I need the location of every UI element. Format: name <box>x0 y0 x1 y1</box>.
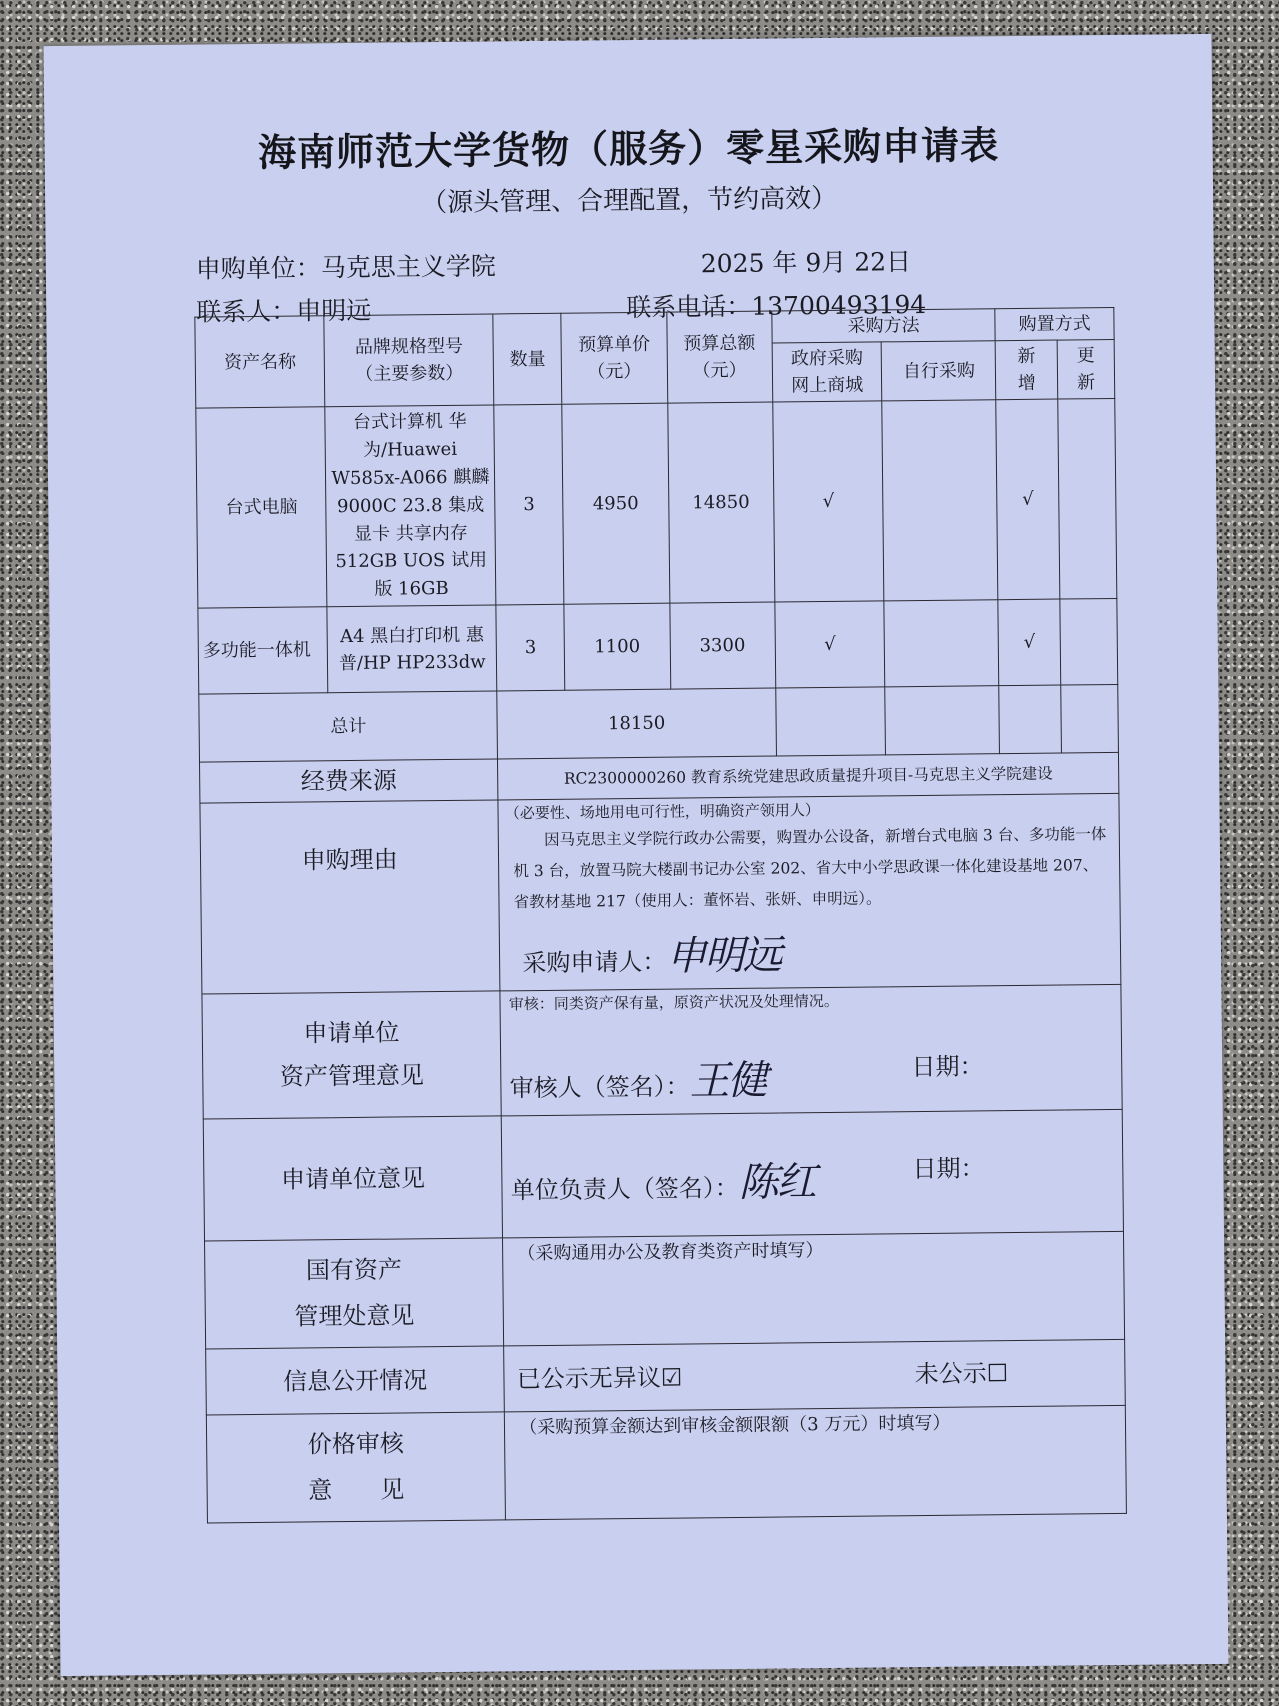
leader-signature: 陈红 <box>738 1158 815 1206</box>
date-row <box>701 242 912 280</box>
header-unit-price <box>561 312 667 404</box>
state-asset-note: （采购通用办公及教育类资产时填写） <box>503 1232 1125 1346</box>
item-self-check <box>884 600 999 687</box>
total-row <box>199 685 1119 763</box>
reason-cell <box>498 794 1121 991</box>
asset-mgmt-label <box>202 991 502 1120</box>
price-review-label-2: 意 见 <box>308 1475 405 1505</box>
price-review-note: （采购预算金额达到审核金额限额（3 万元）时填写） <box>505 1406 1127 1520</box>
item-gov-check: √ <box>773 401 885 602</box>
header-method: 采购方法 <box>772 309 996 343</box>
date-month: 9 <box>805 248 822 278</box>
total-empty-update <box>1061 685 1119 754</box>
form-paper <box>43 34 1228 1676</box>
header-purchase-type: 购置方式 <box>995 307 1114 340</box>
disclosure-row <box>206 1340 1126 1416</box>
state-asset-label-1: 国有资产 <box>305 1255 403 1285</box>
item-quantity: 3 <box>496 604 565 691</box>
disclosure-no: 未公示☐ <box>914 1359 1009 1389</box>
header-type-new <box>996 340 1058 400</box>
disclosure-cell <box>504 1340 1125 1412</box>
item-gov-check: √ <box>775 601 886 688</box>
unit-label: 申购单位： <box>195 253 322 284</box>
header-brand-spec-main: 品牌规格型号 <box>354 335 464 358</box>
total-label: 总计 <box>199 691 498 762</box>
header-total-price <box>666 311 772 403</box>
total-value: 18150 <box>497 688 776 759</box>
header-method-self: 自行采购 <box>882 341 997 401</box>
purchase-table <box>194 307 1127 1524</box>
applicant-signature: 申明远 <box>666 932 781 980</box>
form-subtitle: （源头管理、合理配置，节约高效） <box>420 183 838 219</box>
header-asset-name: 资产名称 <box>195 316 325 408</box>
unit-opinion-label: 申请单位意见 <box>203 1116 503 1241</box>
header-type-update-2: 新 <box>1076 372 1096 394</box>
asset-mgmt-label-2: 资产管理意见 <box>279 1061 425 1091</box>
date-year-label: 年 <box>772 248 798 278</box>
reviewer-label: 审核人（签名）： <box>509 1072 690 1103</box>
leader-line <box>510 1149 1114 1215</box>
header-method-gov <box>772 342 882 402</box>
state-asset-row <box>205 1232 1125 1350</box>
item-update-check <box>1060 599 1118 686</box>
funding-value: RC2300000260 教育系统党建思政质量提升项目-马克思主义学院建设 <box>498 753 1119 800</box>
item-spec: A4 黑白打印机 惠普/HP HP233dw <box>327 605 497 693</box>
price-review-label <box>206 1412 505 1523</box>
date-day: 22 <box>854 247 887 277</box>
header-quantity: 数量 <box>493 313 562 405</box>
item-unit-price: 1100 <box>564 603 670 690</box>
price-review-label-1: 价格审核 <box>307 1429 404 1459</box>
phone-label: 联系电话： <box>626 291 752 323</box>
phone-value: 13700493194 <box>751 289 927 321</box>
reviewer-date-label: 日期： <box>911 1052 984 1082</box>
date-day-label: 日 <box>885 247 912 277</box>
item-new-check: √ <box>996 399 1059 600</box>
header-brand-spec-sub: （主要参数） <box>355 362 464 385</box>
header-type-new-1: 新 <box>1017 345 1036 367</box>
header-type-new-2: 增 <box>1017 372 1036 394</box>
header-total-price-sub: （元） <box>692 359 747 382</box>
reason-text: 因马克思主义学院行政办公需要，购置办公设备，新增台式电脑 3 台、多功能一体机 3 台，放置马院大楼副书记办公室 202、省大中小学思政课一体化建设基地 207、省教材基地 217（使用人：董怀岩、张妍、申明远）。 <box>513 824 1107 912</box>
item-update-check <box>1058 398 1117 599</box>
header-type-update-1: 更 <box>1076 345 1095 367</box>
header-unit-price-sub: （元） <box>587 360 642 383</box>
header-method-gov-sub: 网上商城 <box>791 374 864 397</box>
total-empty-self <box>885 686 1000 755</box>
date-month-label: 月 <box>821 247 847 278</box>
leader-label: 单位负责人（签名）： <box>510 1173 739 1205</box>
date-year: 2025 <box>700 248 765 279</box>
total-empty-new <box>999 685 1061 754</box>
item-spec: 台式计算机 华为/Huawei W585x-A066 麒麟 9000C 23.8 集成显卡 共享内存 512GB UOS 试用版 16GB <box>325 405 496 607</box>
leader-date-label: 日期： <box>912 1154 985 1183</box>
reviewer-signature: 王健 <box>689 1057 766 1105</box>
unit-opinion-cell <box>501 1110 1123 1238</box>
state-asset-label-2: 管理处意见 <box>294 1301 415 1331</box>
table-row <box>198 599 1118 695</box>
price-review-row <box>206 1406 1126 1524</box>
asset-mgmt-cell <box>500 984 1122 1116</box>
applicant-label: 采购申请人： <box>522 947 667 977</box>
unit-row <box>196 246 496 285</box>
item-quantity: 3 <box>494 404 564 605</box>
reason-row <box>200 794 1121 994</box>
asset-mgmt-row <box>202 984 1122 1119</box>
disclosure-label: 信息公开情况 <box>206 1346 505 1415</box>
header-method-gov-main: 政府采购 <box>790 347 864 370</box>
asset-mgmt-label-1: 申请单位 <box>303 1018 400 1048</box>
item-name: 台式电脑 <box>196 407 327 609</box>
form-title: 海南师范大学货物（服务）零星采购申请表 <box>257 123 1000 175</box>
item-total: 3300 <box>669 602 775 689</box>
reason-note: （必要性、场地用电可行性，明确资产领用人） <box>504 801 820 823</box>
header-brand-spec <box>324 314 494 407</box>
disclosure-yes: 已公示无异议☑ <box>516 1363 683 1394</box>
header-total-price-main: 预算总额 <box>683 332 756 355</box>
unit-opinion-row <box>203 1110 1123 1242</box>
contact-label: 联系人： <box>196 296 297 327</box>
reason-label: 申购理由 <box>200 800 500 994</box>
item-unit-price: 4950 <box>562 403 669 604</box>
table-row <box>196 398 1117 608</box>
header-type-update <box>1057 339 1115 399</box>
state-asset-label <box>205 1238 504 1349</box>
item-new-check: √ <box>998 599 1060 686</box>
reviewer-line <box>509 1047 1113 1113</box>
applicant-line <box>506 922 1114 988</box>
funding-label: 经费来源 <box>200 759 499 803</box>
item-total: 14850 <box>667 402 774 603</box>
unit-value: 马克思主义学院 <box>320 251 497 283</box>
item-name: 多功能一体机 <box>198 607 328 694</box>
asset-mgmt-note: 审核：同类资产保有量，原资产状况及处理情况。 <box>508 991 839 1014</box>
contact-value: 申明远 <box>296 295 372 326</box>
header-unit-price-main: 预算单价 <box>577 333 651 356</box>
item-self-check <box>882 400 998 601</box>
total-empty-gov <box>776 687 886 756</box>
